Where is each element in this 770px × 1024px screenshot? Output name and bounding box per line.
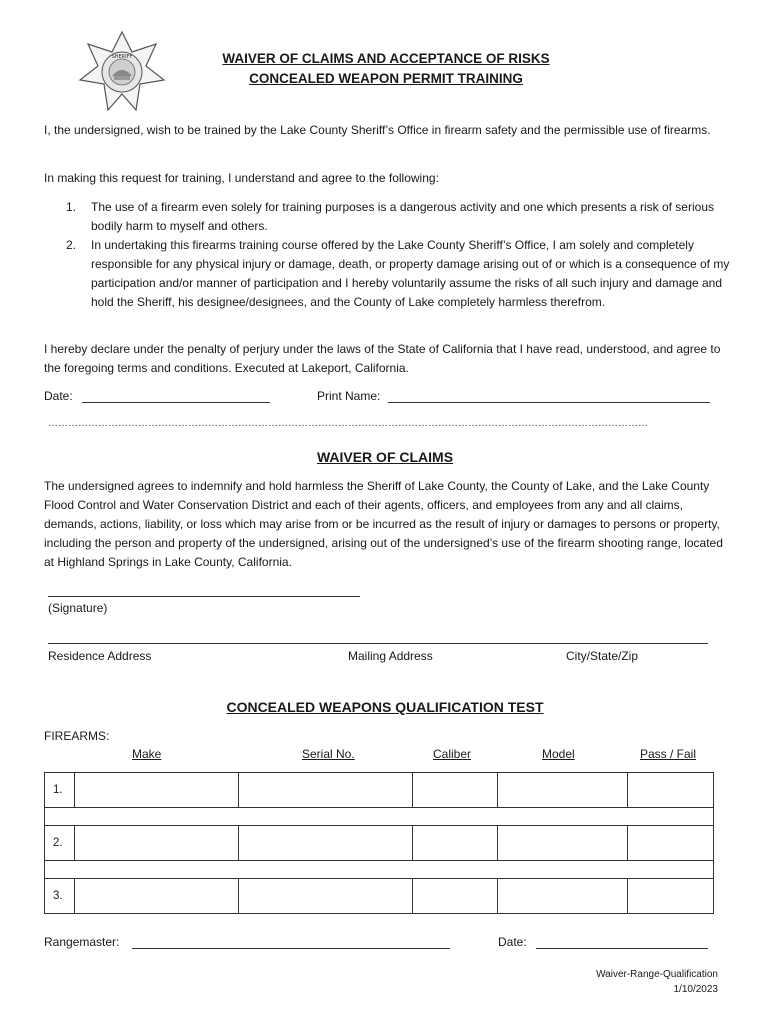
row-number: 1. bbox=[45, 773, 75, 808]
column-header-make: Make bbox=[132, 747, 162, 761]
firearms-table bbox=[44, 772, 714, 914]
residence-address-label: Residence Address bbox=[48, 649, 152, 663]
qualification-heading: CONCEALED WEAPONS QUALIFICATION TEST bbox=[226, 699, 544, 715]
list-item-number: 1. bbox=[66, 200, 77, 214]
print-name-field[interactable] bbox=[388, 402, 710, 403]
rangemaster-label: Rangemaster: bbox=[44, 935, 120, 949]
row-number: 2. bbox=[45, 826, 75, 861]
column-header-caliber: Caliber bbox=[433, 747, 472, 761]
make-cell[interactable] bbox=[74, 826, 238, 861]
date-label: Date: bbox=[44, 389, 73, 403]
declaration-paragraph: I hereby declare under the penalty of perjury under the laws of the State of California that I have read, understood, and agree to the foregoing terms and conditions. Executed at Lakeport, California. bbox=[44, 342, 721, 375]
list-item: The use of a firearm even solely for training purposes is a dangerous activity and one which presents a risk of serious bodily harm to myself and others. bbox=[91, 200, 714, 233]
dotted-separator: ……………………………………………………………………………………………………………………………………………………………… bbox=[48, 418, 648, 429]
list-item: In undertaking this firearms training course offered by the Lake County Sheriff’s Office, I am solely and completely responsible for any physical injury or damage, death, or property damage arising out of or which is a consequence of my participation and/or manner of participation and I hereby voluntarily assume the risks of all such injury and damage and hold the Sheriff, his designee/designees, and the County of Lake completely harmless therefrom. bbox=[91, 238, 730, 309]
mailing-address-label: Mailing Address bbox=[348, 649, 433, 663]
waiver-text: The undersigned agrees to indemnify and hold harmless the Sheriff of Lake County, the County of Lake, and the Lake County Flood Control and Water Conservation District and each of their agents, officers, and employees from any and all claims, demands, actions, liability, or loss which may arise from or be incurred as the result of injury or damages to persons or property, including the person and property of the undersigned, arising out of the undersigned’s use of the firearm shooting range, located at Highland Springs in Lake County, California. bbox=[44, 479, 723, 569]
make-cell[interactable] bbox=[74, 879, 238, 914]
waiver-heading: WAIVER OF CLAIMS bbox=[316, 449, 454, 465]
rangemaster-field[interactable] bbox=[132, 948, 450, 949]
print-name-label: Print Name: bbox=[317, 389, 381, 403]
city-state-zip-label: City/State/Zip bbox=[566, 649, 639, 663]
list-item-number: 2. bbox=[66, 238, 77, 252]
column-header-serial: Serial No. bbox=[302, 747, 355, 761]
table-row bbox=[45, 826, 714, 861]
rangemaster-date-label: Date: bbox=[498, 935, 527, 949]
footer-form-name: Waiver-Range-Qualification bbox=[596, 969, 718, 980]
pass-fail-cell[interactable] bbox=[628, 826, 714, 861]
row-number: 3. bbox=[45, 879, 75, 914]
caliber-cell[interactable] bbox=[413, 879, 498, 914]
model-cell[interactable] bbox=[498, 826, 628, 861]
intro-paragraph: I, the undersigned, wish to be trained by the Lake County Sheriff’s Office in firearm safety and the permissible use of firearms. bbox=[44, 123, 711, 137]
serial-cell[interactable] bbox=[238, 879, 413, 914]
badge-text: SHERIFF bbox=[111, 54, 133, 60]
model-cell[interactable] bbox=[498, 773, 628, 808]
rangemaster-date-field[interactable] bbox=[536, 948, 708, 949]
caliber-cell[interactable] bbox=[413, 773, 498, 808]
agreement-lead: In making this request for training, I understand and agree to the following: bbox=[44, 171, 439, 185]
pass-fail-cell[interactable] bbox=[628, 773, 714, 808]
pass-fail-cell[interactable] bbox=[628, 879, 714, 914]
firearms-label: FIREARMS: bbox=[44, 729, 110, 743]
model-cell[interactable] bbox=[498, 879, 628, 914]
signature-label: (Signature) bbox=[48, 601, 108, 615]
signature-field[interactable] bbox=[48, 596, 360, 597]
serial-cell[interactable] bbox=[238, 773, 413, 808]
table-row bbox=[45, 879, 714, 914]
caliber-cell[interactable] bbox=[413, 826, 498, 861]
table-spacer-row bbox=[45, 808, 714, 826]
date-field[interactable] bbox=[82, 402, 270, 403]
address-field[interactable] bbox=[48, 643, 708, 644]
make-cell[interactable] bbox=[74, 773, 238, 808]
serial-cell[interactable] bbox=[238, 826, 413, 861]
table-spacer-row bbox=[45, 861, 714, 879]
page-title: WAIVER OF CLAIMS AND ACCEPTANCE OF RISKS bbox=[222, 51, 550, 66]
page-subtitle: CONCEALED WEAPON PERMIT TRAINING bbox=[249, 71, 523, 86]
column-header-model: Model bbox=[542, 747, 575, 761]
table-row bbox=[45, 773, 714, 808]
footer-date: 1/10/2023 bbox=[673, 984, 718, 995]
column-header-pass-fail: Pass / Fail bbox=[640, 747, 697, 761]
